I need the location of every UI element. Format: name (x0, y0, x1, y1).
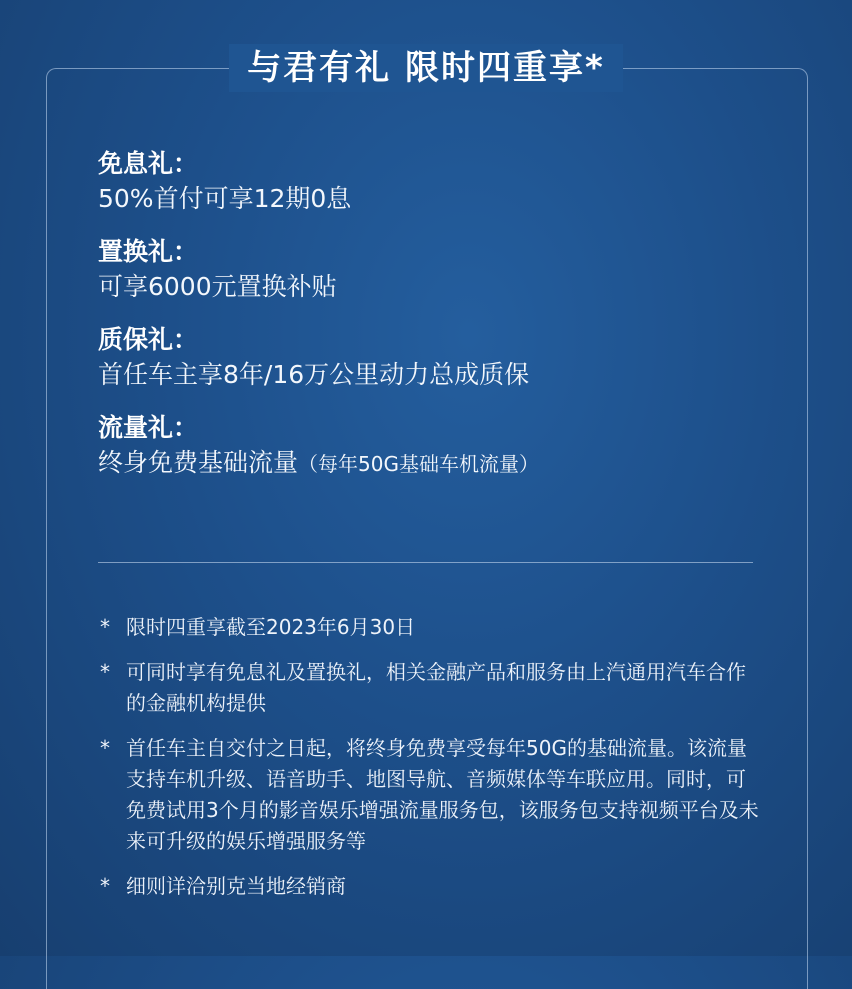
offer-item (98, 146, 539, 216)
offer-desc-text: 首任车主享8年/16万公里动力总成质保 (98, 360, 530, 389)
offer-desc (98, 358, 539, 392)
offer-desc (98, 182, 539, 216)
terms-text: 细则详洽别克当地经销商 (126, 874, 346, 898)
asterisk-icon: * (100, 874, 110, 898)
offer-desc (98, 446, 539, 481)
offer-name: 流量礼： (98, 413, 199, 442)
offer-item (98, 322, 539, 392)
page-title: 与君有礼 限时四重享* (229, 44, 623, 92)
asterisk-icon: * (100, 615, 110, 639)
terms-item (100, 871, 760, 902)
header (0, 44, 852, 92)
offer-desc (98, 270, 539, 304)
offer-desc-text: 50%首付可享12期0息 (98, 184, 352, 213)
terms-text: 首任车主自交付之日起，将终身免费享受每年50G的基础流量。该流量支持车机升级、语音助手、地图导航、音频媒体等车联应用。同时，可免费试用3个月的影音娱乐增强流量服务包，该服务包支持视频平台及未来可升级的娱乐增强服务等 (126, 736, 759, 853)
asterisk-icon: * (100, 660, 110, 684)
terms-text: 限时四重享截至2023年6月30日 (126, 615, 416, 639)
terms-list (100, 612, 760, 916)
offer-name: 置换礼： (98, 237, 199, 266)
terms-text: 可同时享有免息礼及置换礼，相关金融产品和服务由上汽通用汽车合作的金融机构提供 (126, 660, 746, 715)
offer-desc-text: 终身免费基础流量 (98, 448, 299, 477)
offer-item (98, 410, 539, 481)
offer-note: （每年50G基础车机流量） (298, 452, 539, 476)
offer-name: 免息礼： (98, 149, 199, 178)
asterisk-icon: * (100, 736, 110, 760)
terms-item (100, 657, 760, 719)
terms-item (100, 612, 760, 643)
offer-item (98, 234, 539, 304)
terms-item (100, 733, 760, 857)
divider (98, 562, 753, 563)
offer-list (98, 146, 539, 499)
offer-name: 质保礼： (98, 325, 199, 354)
offer-desc-text: 可享6000元置换补贴 (98, 272, 337, 301)
